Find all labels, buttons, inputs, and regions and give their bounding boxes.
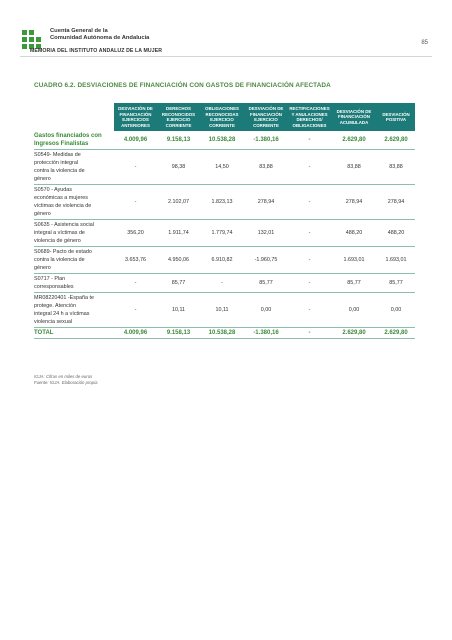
row-value: 2.629,80	[331, 131, 377, 150]
col-header: DESVIACIÓN DE FINANCIACIÓN ACUMULADA	[331, 103, 377, 131]
row-value: 2.629,80	[377, 328, 415, 339]
row-value: 3.653,76	[114, 247, 157, 274]
document-subtitle: MEMORIA DEL INSTITUTO ANDALUZ DE LA MUJER	[30, 48, 163, 54]
row-value: 4.009,96	[114, 131, 157, 150]
col-header: DESVIACIÓN DE FINANCIACIÓN EJERCICIO CORRIENTE	[244, 103, 288, 131]
row-value: 85,77	[331, 274, 377, 293]
row-value: 2.629,80	[377, 131, 415, 150]
financing-deviation-table	[34, 103, 415, 339]
col-header: DERECHOS RECONOCIDOS EJERCICIO CORRIENTE	[157, 103, 200, 131]
row-value: 85,77	[377, 274, 415, 293]
row-label	[34, 150, 114, 185]
row-value: -	[288, 328, 331, 339]
table-row	[34, 185, 415, 220]
row-value: 9.158,13	[157, 131, 200, 150]
row-value: 85,77	[244, 274, 288, 293]
table-notes	[34, 374, 98, 386]
row-label	[34, 293, 114, 328]
row-value: 278,94	[331, 185, 377, 220]
row-label-line: Ingresos Finalistas	[34, 141, 89, 148]
row-label-line: Gastos financiados con	[34, 133, 102, 140]
table-row	[34, 247, 415, 274]
row-value: 10,11	[157, 293, 200, 328]
table-row	[34, 328, 415, 339]
org-name	[50, 28, 149, 42]
col-header: OBLIGACIONES RECONOCIDAS EJERCICIO CORRIENTE	[200, 103, 244, 131]
row-value: 98,38	[157, 150, 200, 185]
row-value: -	[200, 274, 244, 293]
row-value: -	[114, 293, 157, 328]
row-value: 278,94	[244, 185, 288, 220]
row-value: 1.779,74	[200, 220, 244, 247]
table-row	[34, 131, 415, 150]
row-value: -1.960,75	[244, 247, 288, 274]
row-label-line: víctimas de violencia de	[34, 203, 92, 210]
row-label	[34, 247, 114, 274]
row-value: -	[288, 131, 331, 150]
row-value: 10.538,28	[200, 131, 244, 150]
row-label-line: violencia sexual	[34, 319, 73, 326]
row-value: 0,00	[331, 293, 377, 328]
row-value: 356,20	[114, 220, 157, 247]
row-value: 10.538,28	[200, 328, 244, 339]
table-row	[34, 220, 415, 247]
row-value: -	[288, 220, 331, 247]
page-number: 85	[421, 40, 428, 46]
col-header: DESVIACIÓN POSITIVA	[377, 103, 415, 131]
org-line-2: Comunidad Autónoma de Andalucía	[50, 35, 150, 41]
row-label-line: S0570 - Ayudas	[34, 187, 72, 194]
row-value: -1.380,16	[244, 131, 288, 150]
row-value: 488,20	[331, 220, 377, 247]
row-value: -1.380,16	[244, 328, 288, 339]
row-label-line: protege. Atención	[34, 303, 76, 310]
row-value: 83,88	[377, 150, 415, 185]
row-value: 4.009,96	[114, 328, 157, 339]
row-value: 1.693,01	[331, 247, 377, 274]
row-value: 1.823,13	[200, 185, 244, 220]
col-header: RECTIFICACIONES Y ANULACIONES DERECHOS/ OBLIGACIONES	[288, 103, 331, 131]
row-label-line: S0635 - Asistencia social	[34, 222, 94, 229]
row-label-line: violencia de género	[34, 238, 81, 245]
row-value: 1.693,01	[377, 247, 415, 274]
row-value: 83,88	[331, 150, 377, 185]
header-divider	[20, 56, 432, 57]
row-value: 132,01	[244, 220, 288, 247]
row-label	[34, 274, 114, 293]
row-label-line: integral a víctimas de	[34, 230, 85, 237]
org-line-1: Cuenta General de la	[50, 28, 108, 34]
row-value: -	[288, 293, 331, 328]
row-value: -	[288, 185, 331, 220]
row-value: 2.102,07	[157, 185, 200, 220]
note-units: IGJA: Cifras en miles de euros	[34, 374, 93, 379]
row-label-line: S0689- Pacto de estado	[34, 249, 92, 256]
row-label-line: económicas a mujeres	[34, 195, 88, 202]
row-label-line: contra la violencia de	[34, 257, 85, 264]
row-value: -	[288, 247, 331, 274]
row-label-line: TOTAL	[34, 330, 54, 337]
row-label-line: MR08220401 -España te	[34, 295, 94, 302]
row-label-line: contra la violencia de	[34, 168, 85, 175]
row-value: 488,20	[377, 220, 415, 247]
row-value: 1.911,74	[157, 220, 200, 247]
table-row	[34, 274, 415, 293]
col-header: DESVIACIÓN DE FINANCIACIÓN EJERCICIOS ANTERIORES	[114, 103, 157, 131]
header-blank-cell	[34, 103, 114, 131]
table-title: CUADRO 6.2. DESVIACIONES DE FINANCIACIÓN CON GASTOS DE FINANCIACIÓN AFECTADA	[34, 82, 331, 89]
row-value: -	[114, 274, 157, 293]
table-row	[34, 293, 415, 328]
row-value: 83,88	[244, 150, 288, 185]
row-label-line: S0549- Medidas de	[34, 152, 81, 159]
row-label-line: S0717 - Plan	[34, 276, 66, 283]
row-value: -	[114, 185, 157, 220]
row-label	[34, 328, 114, 339]
note-source: Fuente: IGJA. Elaboración propia	[34, 380, 98, 385]
row-label-line: género	[34, 211, 51, 218]
row-value: 9.158,13	[157, 328, 200, 339]
row-label-line: corresponsables	[34, 284, 74, 291]
row-value: 6.910,82	[200, 247, 244, 274]
table-header-row	[34, 103, 415, 131]
row-label	[34, 220, 114, 247]
row-value: 14,50	[200, 150, 244, 185]
row-value: 85,77	[157, 274, 200, 293]
row-value: 4.950,06	[157, 247, 200, 274]
table-body	[34, 131, 415, 339]
row-value: -	[288, 150, 331, 185]
row-value: 2.629,80	[331, 328, 377, 339]
row-label-line: género	[34, 265, 51, 272]
row-value: 278,94	[377, 185, 415, 220]
row-label	[34, 131, 114, 150]
row-label-line: protección integral	[34, 160, 79, 167]
row-value: 0,00	[377, 293, 415, 328]
row-value: -	[114, 150, 157, 185]
row-value: 10,11	[200, 293, 244, 328]
row-label-line: integral 24 h a víctimas	[34, 311, 90, 318]
row-value: 0,00	[244, 293, 288, 328]
row-label	[34, 185, 114, 220]
table-row	[34, 150, 415, 185]
row-value: -	[288, 274, 331, 293]
row-label-line: género	[34, 176, 51, 183]
